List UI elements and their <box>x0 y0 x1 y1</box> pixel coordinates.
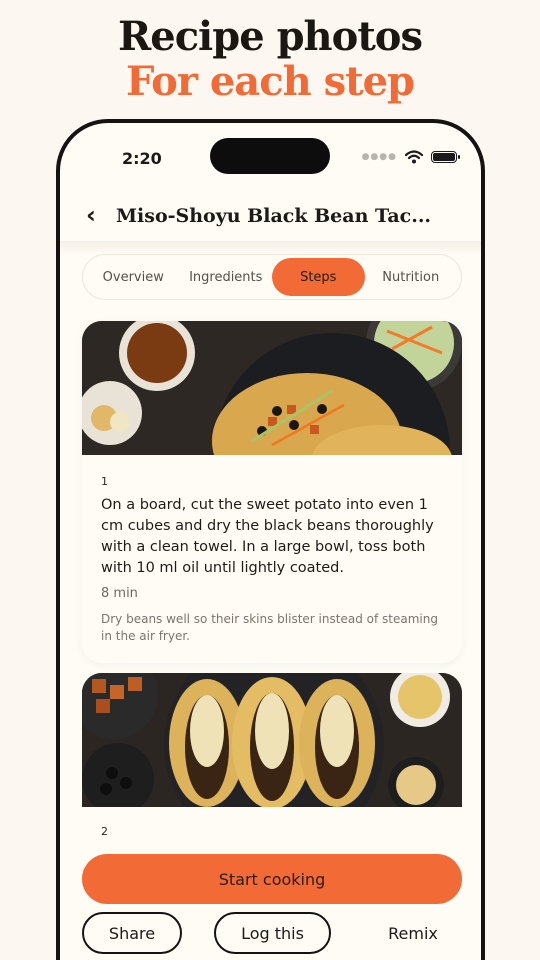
log-button[interactable]: Log this <box>214 912 331 954</box>
promo-title: Recipe photos <box>118 13 422 60</box>
step-1-number: 1 <box>101 475 108 488</box>
dynamic-island <box>210 138 330 174</box>
step-card-1[interactable] <box>82 321 462 663</box>
step-2-photo <box>82 673 462 807</box>
header-divider <box>60 241 481 255</box>
status-time: 2:20 <box>122 149 162 168</box>
phone-frame <box>56 119 485 960</box>
share-button[interactable]: Share <box>82 912 182 954</box>
status-icons <box>362 150 457 164</box>
recipe-tabs <box>82 254 462 300</box>
recipe-title: Miso-Shoyu Black Bean Tac... <box>116 205 432 227</box>
wifi-icon <box>405 150 423 164</box>
promo-headline <box>0 14 540 104</box>
step-2-number: 2 <box>101 825 108 838</box>
remix-button[interactable]: Remix <box>388 923 438 943</box>
start-cooking-button[interactable]: Start cooking <box>82 854 462 904</box>
tab-ingredients[interactable]: Ingredients <box>189 269 263 285</box>
step-1-photo <box>82 321 462 455</box>
battery-icon <box>431 151 457 163</box>
step-1-instruction: On a board, cut the sweet potato into even 1 cm cubes and dry the black beans thoroughly with a clean towel. In a large bowl, toss both with 10 ml oil until lightly coated. <box>101 497 434 576</box>
back-button[interactable]: ‹ <box>86 201 96 229</box>
action-row <box>82 912 462 956</box>
step-1-tip: Dry beans well so their skins blister instead of steaming in the air fryer. <box>101 612 438 643</box>
step-1-duration: 8 min <box>101 586 138 601</box>
tab-steps[interactable]: Steps <box>272 258 365 296</box>
tab-overview[interactable]: Overview <box>102 269 164 285</box>
promo-subtitle: For each step <box>125 58 415 105</box>
signal-icon: ●●●● <box>361 152 397 162</box>
tab-nutrition[interactable]: Nutrition <box>382 269 440 285</box>
